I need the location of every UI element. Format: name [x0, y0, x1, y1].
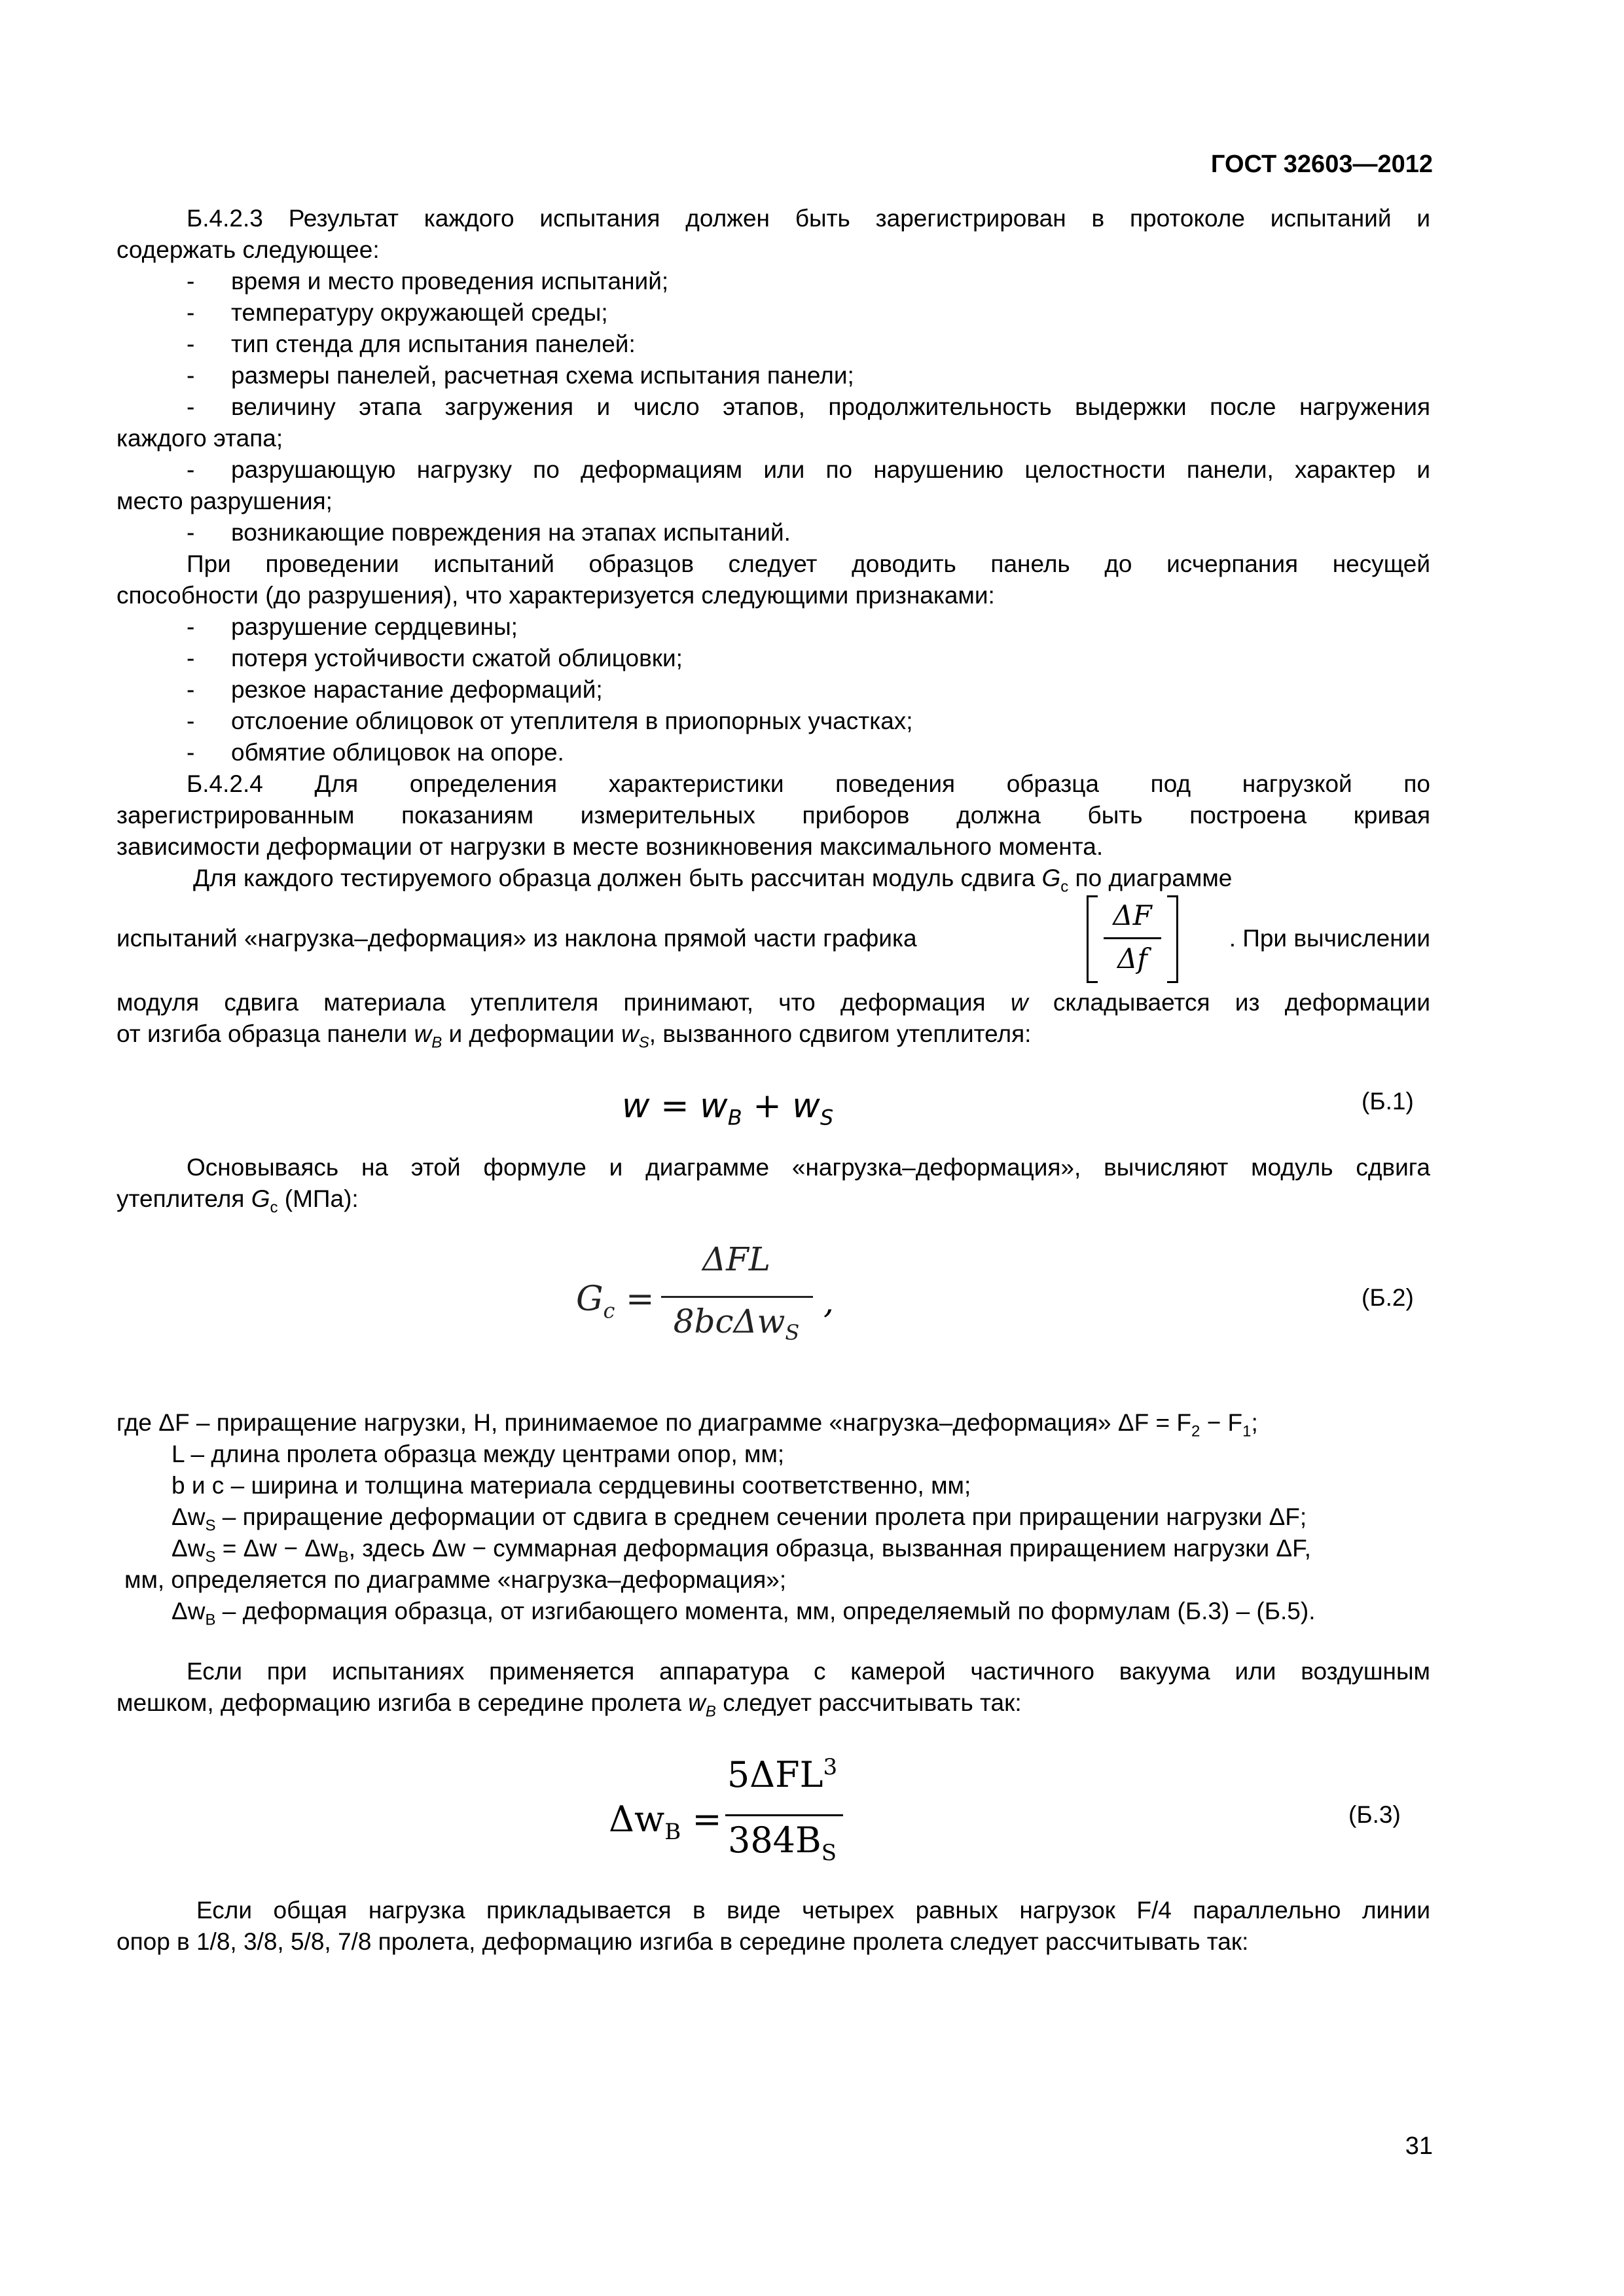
- equation-comma: ,: [823, 1283, 834, 1321]
- bullet-dash: -: [187, 456, 195, 483]
- subscript: S: [638, 1033, 649, 1052]
- symbol-w: w: [1010, 989, 1028, 1016]
- bullet-dash: -: [187, 393, 195, 420]
- equation-b2-numerator: ΔFL: [702, 1240, 770, 1278]
- fraction-numerator: ΔF: [1113, 899, 1152, 931]
- eq-subscript: S: [820, 1105, 834, 1130]
- paragraph-line: мешком, деформацию изгиба в середине пролета $w_B$ следует рассчитывать так:: [117, 1689, 1022, 1721]
- equation-number: (Б.1): [1362, 1088, 1414, 1115]
- symbol-wB: w: [414, 1020, 432, 1047]
- where-line: $\Delta w_S = \Delta w - \Delta w_B$, здесь Δw − суммарная деформация образца, вызванная приращением нагрузки ΔF,: [171, 1535, 1311, 1566]
- paragraph-b424-line3: зависимости деформации от нагрузки в месте возникновения максимального момента.: [117, 833, 1104, 860]
- eq-sign: +: [753, 1086, 782, 1126]
- list-item: отслоение облицовок от утеплителя в приопорных участках;: [231, 708, 913, 734]
- paragraph-b424-line1: Б.4.2.4 Для определения характеристики поведения образца под нагрузкой по: [187, 770, 1430, 797]
- paragraph-line: опор в 1/8, 3/8, 5/8, 7/8 пролета, деформацию изгиба в середине пролета следует рассчитывать так:: [117, 1928, 1249, 1955]
- bullet-dash: -: [187, 362, 195, 389]
- fraction-bar: [1104, 937, 1161, 939]
- fraction-denominator: Δf: [1117, 942, 1147, 975]
- bullet-dash: -: [187, 739, 195, 766]
- eq-term: w: [700, 1086, 728, 1126]
- paragraph-line: [117, 1018, 1031, 1058]
- subscript: B: [431, 1033, 442, 1052]
- equation-b2-denominator: 8bcΔw$_S$: [673, 1302, 800, 1345]
- list-item: время и место проведения испытаний;: [231, 268, 669, 295]
- paragraph-line: [193, 863, 1232, 903]
- bullet-dash: -: [187, 613, 195, 640]
- paragraph-line: Если общая нагрузка прикладывается в виде четырех равных нагрузок F/4 параллельно линии: [196, 1897, 1430, 1924]
- subscript: c: [1060, 878, 1069, 896]
- bullet-dash: -: [187, 676, 195, 703]
- fraction-bar: [725, 1814, 843, 1816]
- bullet-dash: -: [187, 708, 195, 734]
- bullet-dash: -: [187, 268, 195, 295]
- symbol-wS: w: [621, 1020, 639, 1047]
- paragraph-line: испытаний «нагрузка–деформация» из наклона прямой части графика: [117, 925, 917, 952]
- page-number: 31: [1405, 2132, 1433, 2160]
- list-item: тип стенда для испытания панелей:: [231, 331, 636, 357]
- where-line: L – длина пролета образца между центрами опор, мм;: [171, 1441, 785, 1467]
- equation-number: (Б.2): [1362, 1284, 1414, 1311]
- list-item: возникающие повреждения на этапах испытаний.: [231, 519, 791, 546]
- eq-subscript: B: [727, 1105, 742, 1130]
- where-line: где ΔF – приращение нагрузки, Н, принимаемое по диаграмме «нагрузка–деформация» $\Delta F = F_2 - F_1$;: [117, 1409, 1258, 1441]
- subscript: c: [270, 1198, 278, 1217]
- text-span: утеплителя: [117, 1185, 245, 1212]
- list-item: разрушающую нагрузку по деформациям или по нарушению целостности панели, характер и: [231, 456, 1430, 483]
- bullet-dash: -: [187, 519, 195, 546]
- paragraph-line: способности (до разрушения), что характеризуется следующими признаками:: [117, 582, 995, 609]
- where-line: $\Delta w_S$ – приращение деформации от сдвига в среднем сечении пролета при приращении нагрузки ΔF;: [171, 1503, 1307, 1535]
- where-line: мм, определяется по диаграмме «нагрузка–деформация»;: [124, 1566, 787, 1593]
- text-span: (МПа):: [284, 1185, 359, 1212]
- paragraph-line: Если при испытаниях применяется аппаратура с камерой частичного вакуума или воздушным: [187, 1658, 1430, 1685]
- list-item: резкое нарастание деформаций;: [231, 676, 603, 703]
- paragraph-b424-line2: зарегистрированным показаниям измерительных приборов должна быть построена кривая: [117, 802, 1430, 829]
- text-span: , вызванного сдвигом утеплителя:: [649, 1020, 1032, 1047]
- eq-term: w: [792, 1086, 820, 1126]
- where-line: $\Delta w_B$ – деформация образца, от изгибающего момента, мм, определяемый по формулам (Б.3) – (Б.5).: [171, 1598, 1316, 1629]
- eq-sign: =: [660, 1086, 689, 1126]
- list-item: величину этапа загружения и число этапов, продолжительность выдержки после нагружения: [231, 393, 1430, 420]
- list-item: температуру окружающей среды;: [231, 299, 608, 326]
- paragraph-line: [117, 987, 1430, 1018]
- fraction-bracket: [1087, 895, 1178, 980]
- list-item: обмятие облицовок на опоре.: [231, 739, 564, 766]
- paragraph-line: При проведении испытаний образцов следует доводить панель до исчерпания несущей: [187, 550, 1430, 577]
- list-item-continuation: место разрушения;: [117, 488, 333, 514]
- text-span: модуля сдвига материала утеплителя принимают, что деформация: [117, 989, 986, 1016]
- text-span: от изгиба образца панели: [117, 1020, 408, 1047]
- symbol-G: G: [251, 1185, 270, 1212]
- where-line: b и c – ширина и толщина материала сердцевины соответственно, мм;: [171, 1472, 971, 1499]
- paragraph-b423-line1: Б.4.2.3 Результат каждого испытания должен быть зарегистрирован в протоколе испытаний и: [187, 205, 1430, 232]
- text-span: складывается из деформации: [1053, 989, 1431, 1016]
- text-span: и деформации: [448, 1020, 615, 1047]
- eq-term: w: [622, 1086, 650, 1126]
- bullet-dash: -: [187, 645, 195, 672]
- fraction-bar: [661, 1296, 813, 1298]
- text-span: по диаграмме: [1075, 865, 1233, 891]
- bullet-dash: -: [187, 299, 195, 326]
- list-item: размеры панелей, расчетная схема испытания панели;: [231, 362, 854, 389]
- symbol-G: G: [1041, 865, 1061, 891]
- equation-b3-lhs: $\Delta w_B$ =: [609, 1799, 722, 1845]
- paragraph-line: Основываясь на этой формуле и диаграмме «нагрузка–деформация», вычисляют модуль сдвига: [187, 1154, 1430, 1181]
- list-item: разрушение сердцевины;: [231, 613, 518, 640]
- equation-number: (Б.3): [1348, 1801, 1401, 1828]
- document-code: ГОСТ 32603—2012: [1210, 151, 1433, 178]
- equation-b3-numerator: 5ΔFL$^3$: [727, 1754, 838, 1795]
- equation-b2-lhs: $G_c$ =: [576, 1280, 655, 1323]
- bullet-dash: -: [187, 331, 195, 357]
- equation-b3-denominator: $384B_S$: [727, 1820, 837, 1866]
- list-item: потеря устойчивости сжатой облицовки;: [231, 645, 683, 672]
- list-item-continuation: каждого этапа;: [117, 425, 283, 452]
- paragraph-line: [117, 1183, 359, 1223]
- text-span: Для каждого тестируемого образца должен быть рассчитан модуль сдвига: [193, 865, 1036, 891]
- paragraph-b423-line2: содержать следующее:: [117, 236, 380, 263]
- equation-b1: [622, 1086, 833, 1130]
- paragraph-line: . При вычислении: [1229, 925, 1430, 952]
